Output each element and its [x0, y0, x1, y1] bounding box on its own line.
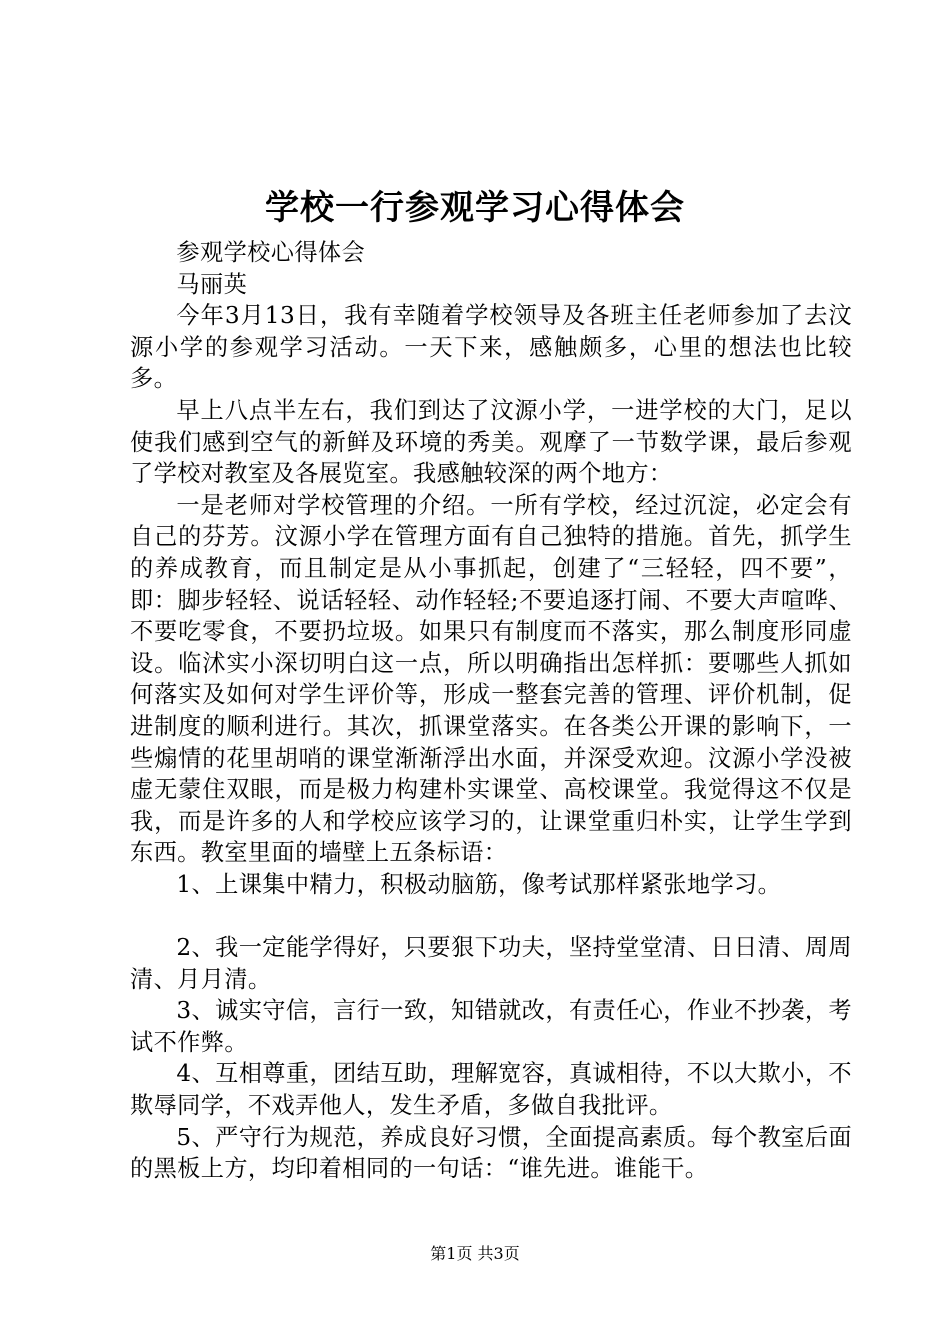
document-title: 学校一行参观学习心得体会 — [265, 188, 685, 228]
paragraph-slogan-3: 3、诚实守信，言行一致，知错就改，有责任心，作业不抄袭，考试不作弊。 — [130, 997, 852, 1056]
document-body — [130, 237, 852, 1185]
paragraph-author: 马丽英 — [176, 270, 248, 298]
paragraph-management: 一是老师对学校管理的介绍。一所有学校，经过沉淀，必定会有自己的芬芳。汶源小学在管理方面有自己独特的措施。首先，抓学生的养成教育，而且制定是从小事抓起，创建了“三轻轻，四不要”，即：脚步轻轻、说话轻轻、动作轻轻;不要追逐打闹、不要大声喧哗、不要吃零食，不要扔垃圾。如果只有制度而不落实，那么制度形同虚设。临沭实小深切明白这一点，所以明确指出怎样抓：要哪些人抓如何落实及如何对学生评价等，形成一整套完善的管理、评价机制，促进制度的顺利进行。其次，抓课堂落实。在各类公开课的影响下，一些煽情的花里胡哨的课堂渐渐浮出水面，并深受欢迎。汶源小学没被虚无蒙住双眼，而是极力构建朴实课堂、高校课堂。我觉得这不仅是我，而是许多的人和学校应该学习的，让课堂重归朴实，让学生学到东西。教室里面的墙壁上五条标语： — [130, 491, 852, 867]
paragraph-subtitle: 参观学校心得体会 — [176, 239, 366, 266]
page-footer: 第1页 共3页 — [430, 1244, 520, 1263]
paragraph-slogan-2: 2、我一定能学得好，只要狠下功夫，坚持堂堂清、日日清、周周清、月月清。 — [130, 934, 852, 993]
paragraph-arrival: 早上八点半左右，我们到达了汶源小学，一进学校的大门，足以使我们感到空气的新鲜及环境的秀美。观摩了一节数学课，最后参观了学校对教室及各展览室。我感触较深的两个地方： — [130, 396, 852, 488]
paragraph-intro: 今年3月13日，我有幸随着学校领导及各班主任老师参加了去汶源小学的参观学习活动。一天下来，感触颇多，心里的想法也比较多。 — [130, 302, 852, 393]
paragraph-slogan-1: 1、上课集中精力，积极动脑筋，像考试那样紧张地学习。 — [176, 870, 782, 898]
paragraph-slogan-4: 4、互相尊重，团结互助，理解宽容，真诚相待，不以大欺小，不欺辱同学，不戏弄他人，发生矛盾，多做自我批评。 — [130, 1060, 852, 1120]
paragraph-slogan-5: 5、严守行为规范，养成良好习惯，全面提高素质。每个教室后面的黑板上方，均印着相同的一句话：“谁先进。谁能干。 — [130, 1123, 852, 1183]
